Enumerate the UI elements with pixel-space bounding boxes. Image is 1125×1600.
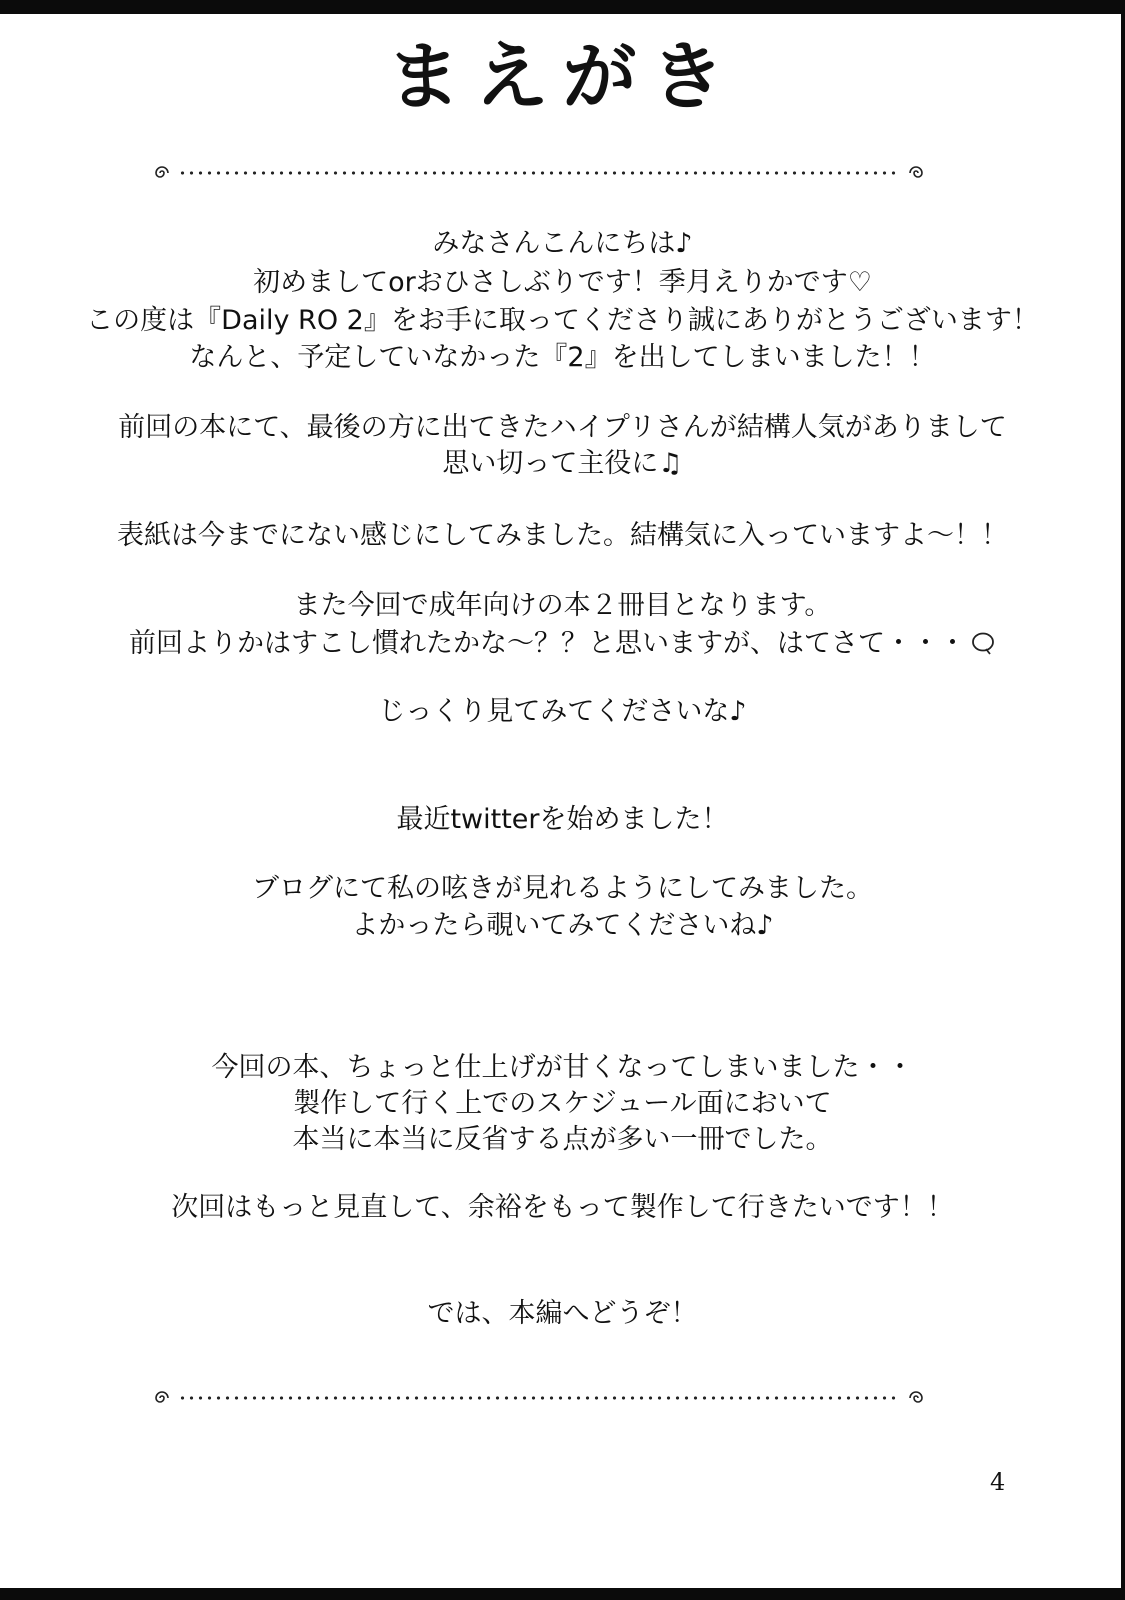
text-line: 表紙は今までにない感じにしてみました。結構気に入っていますよ～！！ <box>117 520 1008 551</box>
text-line: 初めましてorおひさしぶりです！季月えりかです♡ <box>253 267 872 298</box>
text-line: みなさんこんにちは♪ <box>432 228 693 259</box>
text-line: 今回の本、ちょっと仕上げが甘くなってしまいました・・ <box>211 1052 914 1083</box>
page-number: 4 <box>990 1468 1006 1496</box>
text-line: よかったら覗いてみてくださいね♪ <box>351 910 774 941</box>
swirl-left-icon <box>152 1388 172 1408</box>
top-divider <box>152 163 926 183</box>
text-line: なんと、予定していなかった『2』を出してしまいました！！ <box>189 342 936 373</box>
swirl-left-icon <box>152 163 172 183</box>
dotted-line <box>178 171 900 175</box>
speech-bubble-icon <box>970 631 996 655</box>
scan-edge-top <box>0 0 1125 14</box>
bottom-divider <box>152 1388 926 1408</box>
text-line: ブログにて私の呟きが見れるようにしてみました。 <box>252 873 873 904</box>
text-line: また今回で成年向けの本２冊目となります。 <box>293 590 832 621</box>
text-line: 思い切って主役に♫ <box>442 448 683 479</box>
text-line <box>0 626 1125 662</box>
text-line: 本当に本当に反省する点が多い一冊でした。 <box>292 1124 833 1155</box>
text-line: この度は『Daily RO 2』をお手に取ってくださり誠にありがとうございます！ <box>86 305 1039 336</box>
text-line: 製作して行く上でのスケジュール面において <box>293 1088 832 1119</box>
text-line-content: 前回よりかはすこし慣れたかな～？？と思いますが、はてさて・・・ <box>129 628 966 659</box>
text-line: 次回はもっと見直して、余裕をもって製作して行きたいです！！ <box>171 1192 954 1223</box>
text-line: じっくり見てみてくださいな♪ <box>378 696 747 727</box>
page-title: まえがき <box>386 34 739 120</box>
swirl-right-icon <box>906 1388 926 1408</box>
text-line: 最近twitterを始めました！ <box>396 804 729 835</box>
dotted-line <box>178 1396 900 1400</box>
text-line: 前回の本にて、最後の方に出てきたハイプリさんが結構人気がありまして <box>118 412 1007 443</box>
swirl-right-icon <box>906 163 926 183</box>
text-line: では、本編へどうぞ！ <box>427 1298 698 1329</box>
scan-edge-bottom <box>0 1588 1125 1600</box>
